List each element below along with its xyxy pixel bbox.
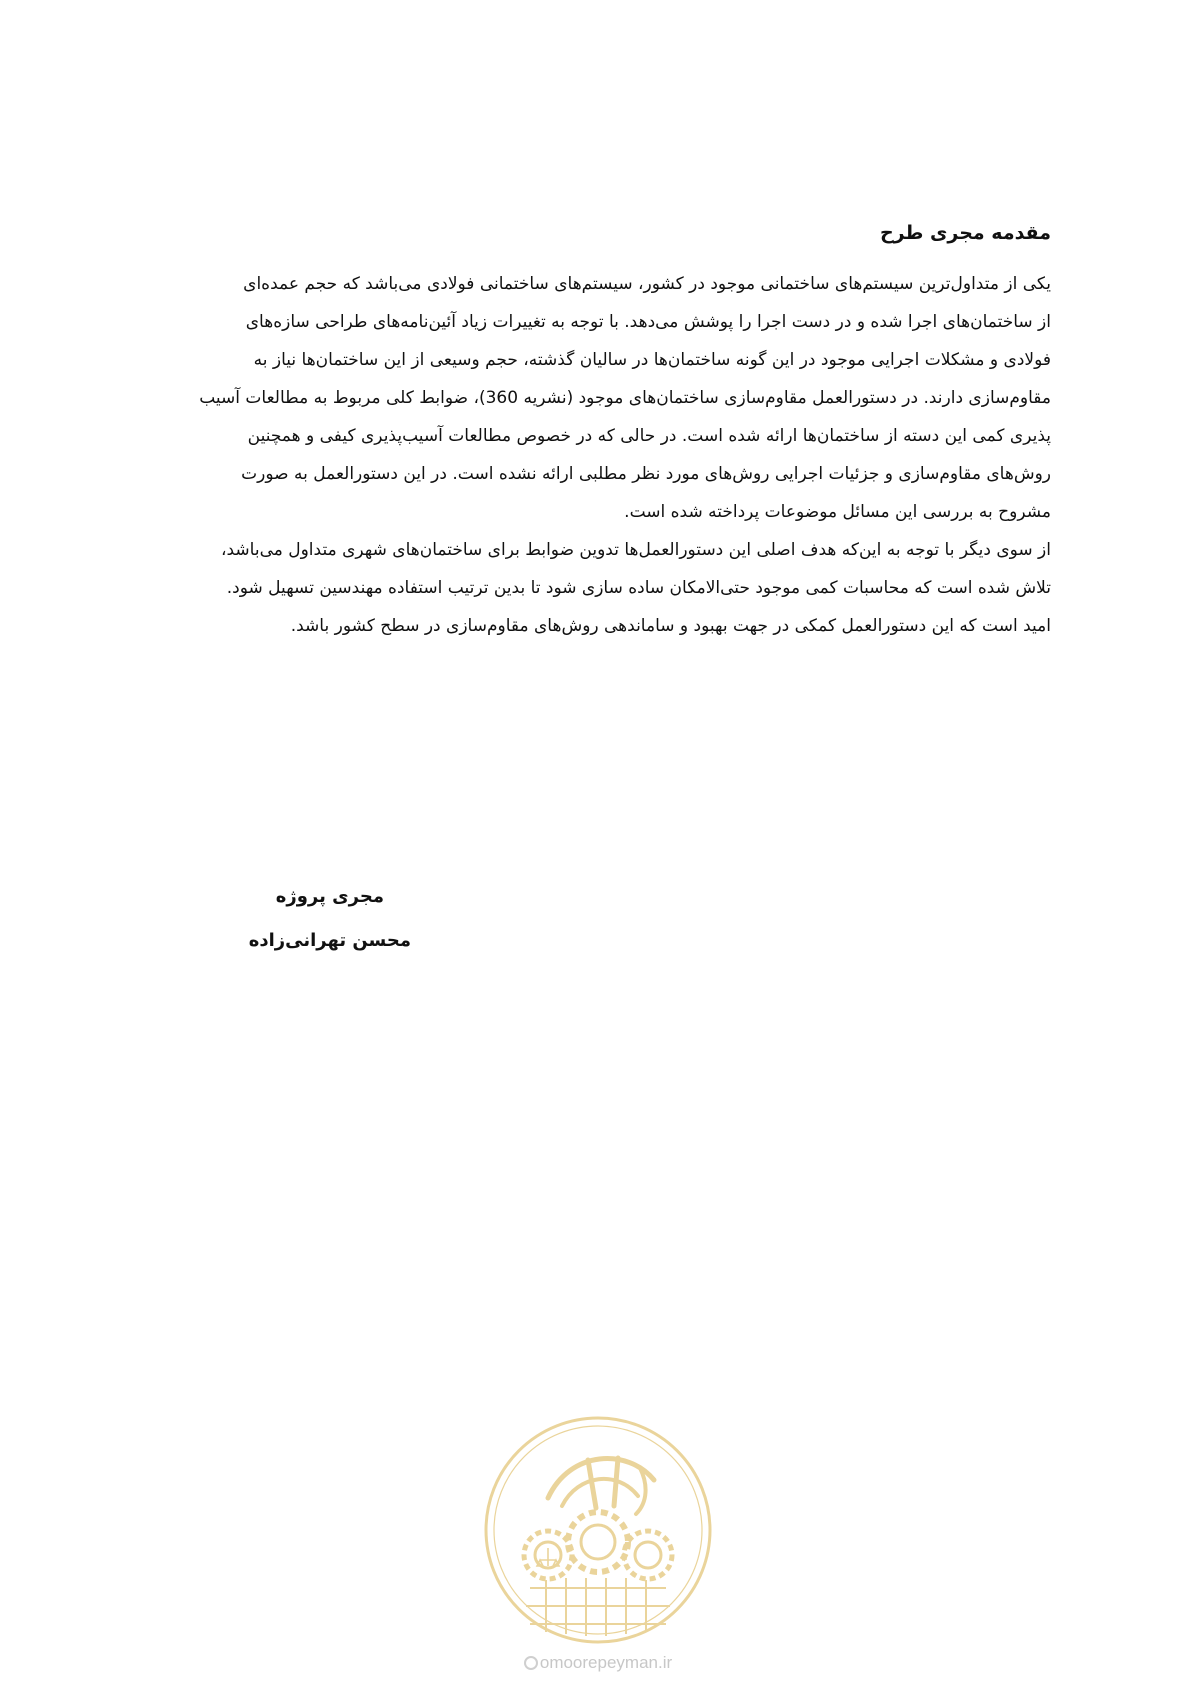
signature-role: مجری پروژه — [275, 886, 384, 907]
paragraph-1: یکی از متداول‌ترین سیستم‌های ساختمانی موجود در کشور، سیستم‌های ساختمانی فولادی می‌باشد که حجم عمده‌ای از ساختمان‌های اجرا شده و در دست اجرا را پوشش می‌دهد. با توجه به تغییرات زیاد آئین‌نامه‌های طراحی سازه‌های فولادی و مشکلات اجرایی موجود در این گونه ساختمان‌ها در سالیان گذشته، حجم وسیعی از این ساختمان‌ها نیاز به مقاوم‌سازی دارند. در دستورالعمل مقاوم‌سازی ساختمان‌های موجود (نشریه 360)، ضوابط کلی مربوط به مطالعات آسیب پذیری کمی این دسته از ساختمان‌ها ارائه شده است. در حالی که در خصوص مطالعات آسیب‌پذیری کیفی و همچنین روش‌های مقاوم‌سازی و جزئیات اجرایی روش‌های مورد نظر مطلبی ارائه نشده است. در این دستورالعمل به صورت مشروح به بررسی این مسائل موضوعات پرداخته شده است. — [199, 274, 1051, 522]
omoore-peyman-seal-icon — [478, 1410, 718, 1650]
watermark-url-text: omoorepeyman.ir — [539, 1653, 673, 1672]
watermark-url — [490, 1653, 706, 1673]
body-text — [138, 265, 1051, 645]
signature-name: محسن تهرانی‌زاده — [248, 930, 411, 951]
signature-block — [249, 875, 411, 963]
at-sign-icon — [524, 1656, 538, 1670]
paragraph-2: از سوی دیگر با توجه به این‌که هدف اصلی این دستورالعمل‌ها تدوین ضوابط برای ساختمان‌های شهری متداول می‌باشد، تلاش شده است که محاسبات کمی موجود حتی‌الامکان ساده سازی شود تا بدین ترتیب استفاده مهندسین تسهیل شود. امید است که این دستورالعمل کمکی در جهت بهبود و ساماندهی روش‌های مقاوم‌سازی در سطح کشور باشد. — [221, 540, 1051, 636]
section-heading: مقدمه مجری طرح — [879, 222, 1051, 244]
